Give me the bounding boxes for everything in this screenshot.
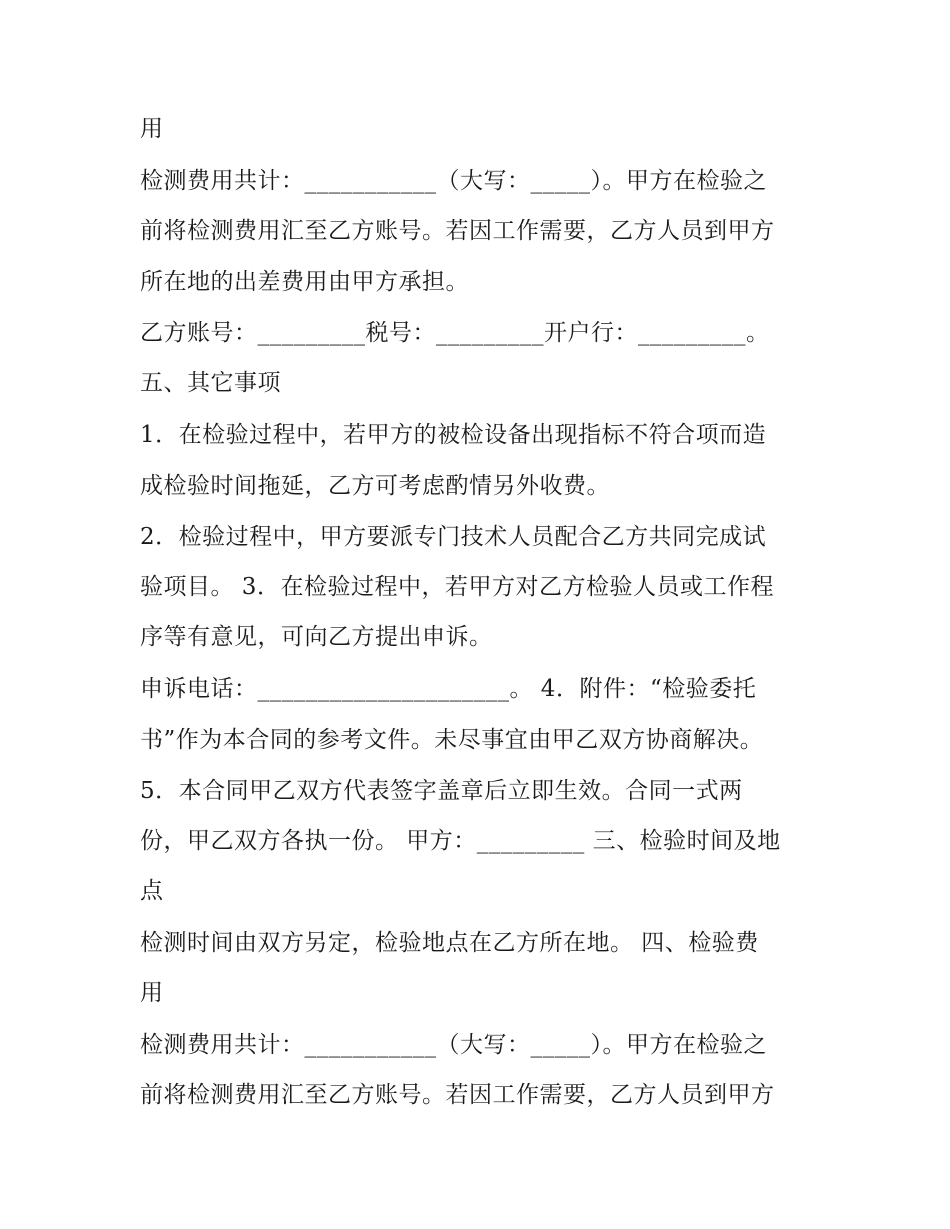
section-heading: 五、其它事项 [140,370,281,396]
text-line: 点 [140,878,164,904]
text-line: 1．在检验过程中，若甲方的被检设备出现指标不符合项而造 [140,422,767,448]
text-line: 检测时间由双方另定，检验地点在乙方所在地。 四、检验费 [140,930,759,956]
text-line: 申诉电话：_____________________。 4．附件：“检验委托 [140,676,757,702]
text-line: 用 [140,980,164,1006]
text-line: 2．检验过程中，甲方要派专门技术人员配合乙方共同完成试 [140,524,767,550]
text-line: 份，甲乙双方各执一份。 甲方：_________ 三、检验时间及地 [140,828,781,854]
text-line: 用 [140,116,164,142]
text-line: 检测费用共计：___________（大写：_____）。甲方在检验之 [140,168,767,194]
text-line: 前将检测费用汇至乙方账号。若因工作需要，乙方人员到甲方 [140,218,775,244]
text-line: 检测费用共计：___________（大写：_____）。甲方在检验之 [140,1032,767,1058]
text-line: 乙方账号：_________税号：_________开户行：_________。 [140,320,770,346]
text-line: 成检验时间拖延，乙方可考虑酌情另外收费。 [140,473,610,499]
text-line: 书”作为本合同的参考文件。未尽事宜由甲乙双方协商解决。 [140,727,764,753]
text-line: 序等有意见，可向乙方提出申诉。 [140,624,493,650]
text-line: 5．本合同甲乙双方代表签字盖章后立即生效。合同一式两 [140,778,743,804]
text-line: 前将检测费用汇至乙方账号。若因工作需要，乙方人员到甲方 [140,1082,775,1108]
text-line: 验项目。 3．在检验过程中，若甲方对乙方检验人员或工作程 [140,574,774,600]
text-line: 所在地的出差费用由甲方承担。 [140,269,469,295]
